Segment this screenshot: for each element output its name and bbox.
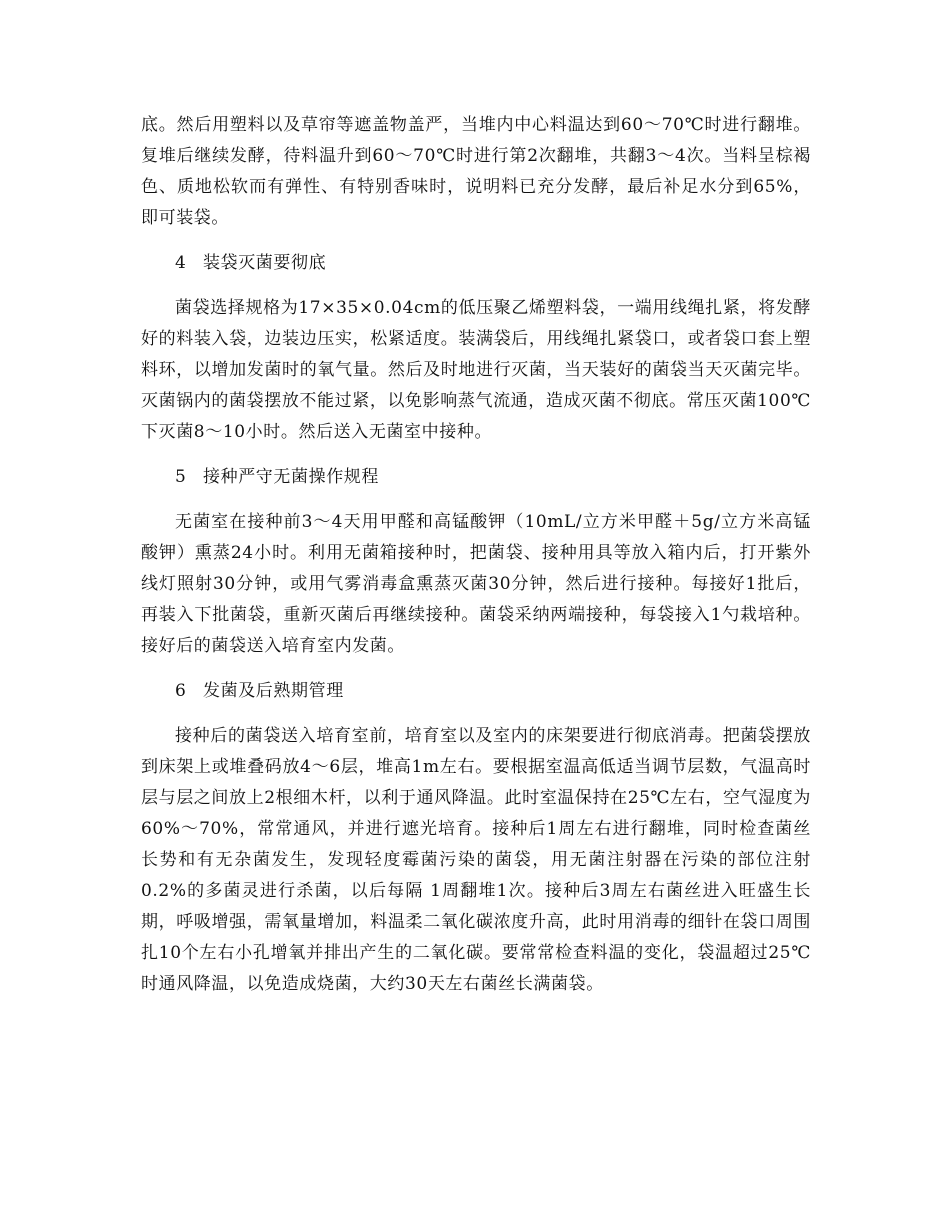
- section-number: 5: [175, 467, 187, 487]
- document-body: [141, 110, 811, 1014]
- section-title: 发菌及后熟期管理: [203, 681, 344, 701]
- section-title: 接种严守无菌操作规程: [203, 467, 379, 487]
- paragraph-spawn-running: 接种后的菌袋送入培育室前，培育室以及室内的床架要进行彻底消毒。把菌袋摆放到床架上或堆叠码放4～6层，堆高1m左右。要根据室温高低适当调节层数，气温高时层与层之间放上2根细木杆，以利于通风降温。此时室温保持在25℃左右，空气湿度为60%～70%，常常通风，并进行遮光培育。接种后1周左右进行翻堆，同时检查菌丝长势和有无杂菌发生，发现轻度霉菌污染的菌袋，用无菌注射器在污染的部位注射0.2%的多菌灵进行杀菌，以后每隔 1周翻堆1次。接种后3周左右菌丝进入旺盛生长期，呼吸增强，需氧量增加，料温柔二氧化碳浓度升高，此时用消毒的细针在袋口周围扎10个左右小孔增氧并排出产生的二氧化碳。要常常检查料温的变化，袋温超过25℃时通风降温，以免造成烧菌，大约30天左右菌丝长满菌袋。: [141, 726, 811, 994]
- section-number: 6: [175, 681, 187, 701]
- paragraph-inoculation: 无菌室在接种前3～4天用甲醛和高锰酸钾（10mL/立方米甲醛＋5g/立方米高锰酸钾）熏蒸24小时。利用无菌箱接种时，把菌袋、接种用具等放入箱内后，打开紫外线灯照射30分钟，或用气雾消毒盒熏蒸灭菌30分钟，然后进行接种。每接好1批后，再装入下批菌袋，重新灭菌后再继续接种。菌袋采纳两端接种，每袋接入1勺栽培种。接好后的菌袋送入培育室内发菌。: [141, 512, 811, 656]
- section-heading-6: [141, 676, 811, 707]
- paragraph-fermentation-end: 底。然后用塑料以及草帘等遮盖物盖严，当堆内中心料温达到60～70℃时进行翻堆。复堆后继续发酵，待料温升到60～70℃时进行第2次翻堆，共翻3～4次。当料呈棕褐色、质地松软而有弹性、有特别香味时，说明料已充分发酵，最后补足水分到65%，即可装袋。: [141, 115, 811, 228]
- section-number: 4: [175, 253, 187, 273]
- paragraph-bagging-sterilization: 菌袋选择规格为17×35×0.04cm的低压聚乙烯塑料袋，一端用线绳扎紧，将发酵好的料装入袋，边装边压实，松紧适度。装满袋后，用线绳扎紧袋口，或者袋口套上塑料环，以增加发菌时的氧气量。然后及时地进行灭菌，当天装好的菌袋当天灭菌完毕。灭菌锅内的菌袋摆放不能过紧，以免影响蒸气流通，造成灭菌不彻底。常压灭菌100℃下灭菌8～10小时。然后送入无菌室中接种。: [141, 298, 811, 442]
- section-heading-5: [141, 462, 811, 493]
- section-heading-4: [141, 248, 811, 279]
- section-title: 装袋灭菌要彻底: [203, 253, 327, 273]
